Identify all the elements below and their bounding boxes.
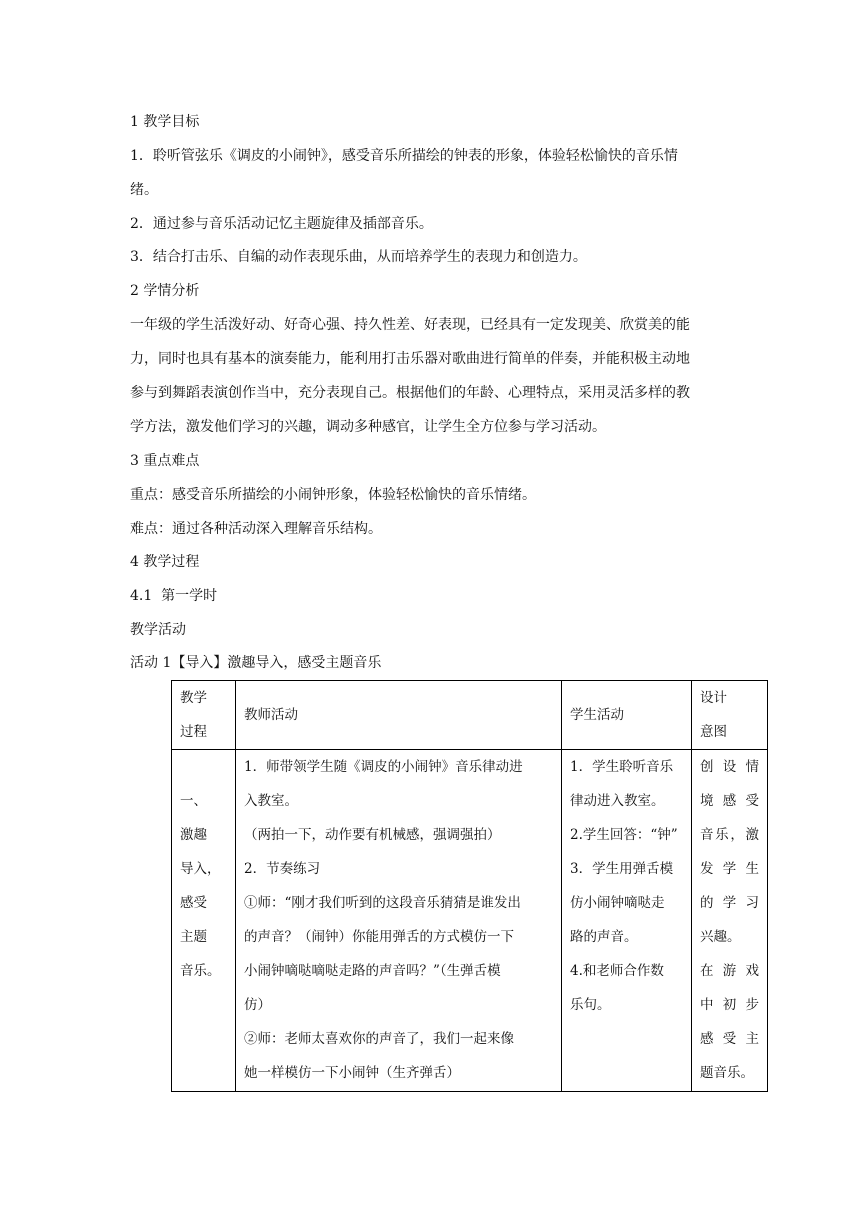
teacher-line: 仿） — [244, 997, 271, 1013]
objective-1-line-2: 绪。 — [130, 182, 158, 198]
teacher-line: 入教室。 — [244, 793, 298, 809]
objective-3: 3．结合打击乐、自编的动作表现乐曲，从而培养学生的表现力和创造力。 — [130, 249, 587, 265]
key-point: 重点：感受音乐所描绘的小闹钟形象，体验轻松愉快的音乐情绪。 — [130, 487, 536, 503]
student-line: 3．学生用弹舌模 — [570, 861, 674, 877]
design-line: 在游戏 — [700, 963, 759, 979]
process-line: 音乐。 — [180, 963, 221, 979]
teacher-line: 小闹钟嘀哒嘀哒走路的声音吗？”（生弹舌模 — [244, 963, 501, 979]
header-design-line-2: 意图 — [700, 724, 727, 740]
student-line: 乐句。 — [570, 997, 611, 1013]
header-process-line-2: 过程 — [180, 724, 207, 740]
analysis-line-3: 参与到舞蹈表演创作当中，充分表现自己。根据他们的年龄、心理特点，采用灵活多样的教 — [130, 385, 690, 401]
design-intent-cell — [692, 750, 768, 1092]
teacher-line: 2．节奏练习 — [244, 861, 321, 877]
design-line: 题音乐。 — [700, 1065, 754, 1081]
design-line: 音乐，激 — [700, 827, 759, 843]
analysis-line-1: 一年级的学生活泼好动、好奇心强、持久性差、好表现，已经具有一定发现美、欣赏美的能 — [130, 317, 690, 333]
design-line: 创设情 — [700, 759, 759, 775]
teacher-line: （两拍一下，动作要有机械感，强调强拍） — [244, 827, 501, 843]
difficult-point: 难点：通过各种活动深入理解音乐结构。 — [130, 521, 382, 537]
student-line: 2.学生回答：“钟” — [570, 827, 678, 843]
teacher-line: 1．师带领学生随《调皮的小闹钟》音乐律动进 — [244, 759, 523, 775]
design-line: 感受主 — [700, 1031, 759, 1047]
header-design-line-1: 设计 — [700, 690, 727, 706]
table-header-row — [172, 681, 768, 750]
header-design — [692, 681, 768, 750]
teaching-activity-label: 教学活动 — [130, 622, 186, 638]
student-line: 1．学生聆听音乐 — [570, 759, 674, 775]
design-line: 兴趣。 — [700, 929, 741, 945]
student-line: 仿小闹钟嘀哒走 — [570, 895, 665, 911]
process-line: 感受 — [180, 895, 207, 911]
activity-1-heading: 活动 1【导入】激趣导入，感受主题音乐 — [130, 655, 382, 671]
student-activity-cell — [562, 750, 692, 1092]
design-line: 中初步 — [700, 997, 759, 1013]
header-process — [172, 681, 236, 750]
section-3-title: 3 重点难点 — [130, 453, 200, 469]
section-4-title: 4 教学过程 — [130, 554, 200, 570]
analysis-line-2: 力，同时也具有基本的演奏能力，能利用打击乐器对歌曲进行简单的伴奏，并能积极主动地 — [130, 351, 690, 367]
teacher-line: ①师：“刚才我们听到的这段音乐猜猜是谁发出 — [244, 895, 521, 911]
teacher-line: 她一样模仿一下小闹钟（生齐弹舌） — [244, 1065, 460, 1081]
section-1-title: 1 教学目标 — [130, 114, 200, 130]
objective-1-line-1: 1．聆听管弦乐《调皮的小闹钟》，感受音乐所描绘的钟表的形象，体验轻松愉快的音乐情 — [130, 148, 678, 164]
header-teacher: 教师活动 — [236, 681, 562, 750]
design-line: 境感受 — [700, 793, 759, 809]
process-line: 一、 — [180, 793, 207, 809]
teacher-line: 的声音？（闹钟）你能用弹舌的方式模仿一下 — [244, 929, 514, 945]
header-process-line-1: 教学 — [180, 690, 207, 706]
process-cell — [172, 750, 236, 1092]
lesson-1-heading: 4.1 第一学时 — [130, 588, 218, 604]
teacher-activity-cell — [236, 750, 562, 1092]
teacher-line: ②师：老师太喜欢你的声音了，我们一起来像 — [244, 1031, 514, 1047]
design-line: 发学生 — [700, 861, 759, 877]
student-line: 4.和老师合作数 — [570, 963, 664, 979]
design-line: 的学习 — [700, 895, 759, 911]
student-line: 律动进入教室。 — [570, 793, 665, 809]
header-student: 学生活动 — [562, 681, 692, 750]
activity-table — [171, 680, 768, 1092]
process-line: 主题 — [180, 929, 207, 945]
table-row — [172, 750, 768, 1092]
process-line: 激趣 — [180, 827, 207, 843]
objective-2: 2．通过参与音乐活动记忆主题旋律及插部音乐。 — [130, 216, 433, 232]
process-line: 导入， — [180, 861, 221, 877]
analysis-line-4: 学方法，激发他们学习的兴趣，调动多种感官，让学生全方位参与学习活动。 — [130, 419, 606, 435]
student-line: 路的声音。 — [570, 929, 638, 945]
section-2-title: 2 学情分析 — [130, 283, 200, 299]
